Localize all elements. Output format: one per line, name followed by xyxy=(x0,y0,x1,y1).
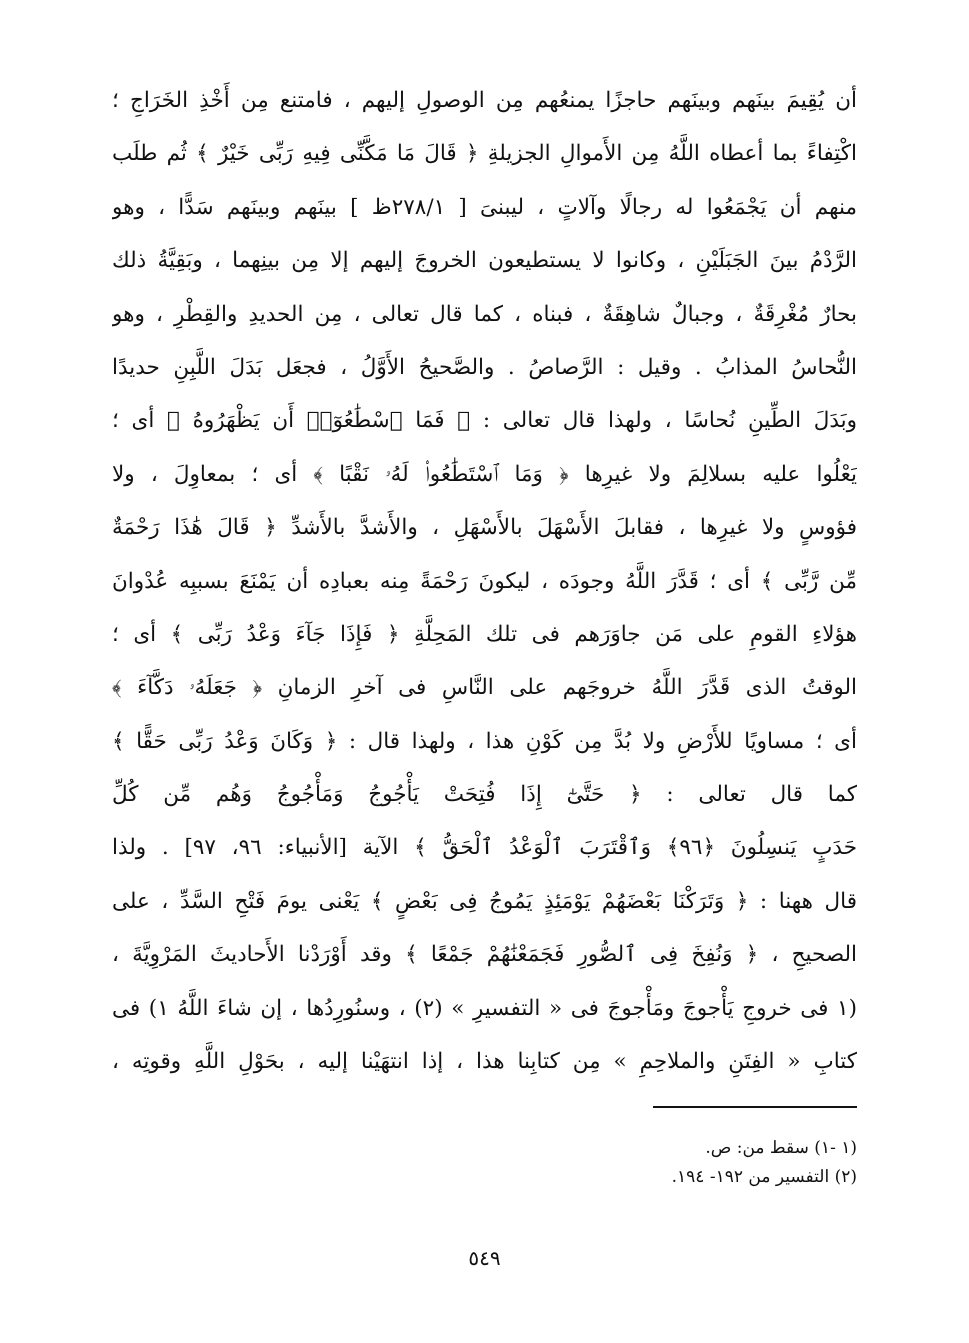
text-line: (١ فى خروجِ يَأْجوجَ ومَأْجوجَ فى « التفسيرِ » (٢) ، وسنُورِدُها ، إن شاءَ اللَّهُ ١) فى xyxy=(112,995,857,1021)
text-line: الصحيحِ ، ﴿ وَنُفِخَ فِى ٱلصُّورِ فَجَمَعْنَٰهُمْ جَمْعًا ﴾ وقد أَوْرَدْنا الأَحاديثَ المَرْوِيَّةَ ، xyxy=(112,942,857,968)
text-line: هؤلاءِ القومِ على مَن جاوَرَهم فى تلك المَحِلَّةِ ﴿ فَإِذَا جَآءَ وَعْدُ رَبِّى ﴾ أى ؛ xyxy=(112,621,857,647)
text-line: أى ؛ مساويًا للأَرْضِ ولا بُدَّ مِن كَوْنِ هذا ، ولهذا قال : ﴿ وَكَانَ وَعْدُ رَبِّى حَقًّا ﴾ xyxy=(112,728,857,754)
footnote: (١ -١) سقط من: ص. xyxy=(705,1138,857,1158)
text-line: الرَّدْمُ بينَ الجَبَلَيْنِ ، وكانوا لا يستطيعون الخروجَ إليهم إلا مِن بينِهما ، وبَقِيَّةُ ذلك xyxy=(112,248,857,274)
text-line: اكْتِفاءً بما أعطاه اللَّهُ مِن الأَموالِ الجزيلةِ ﴿ قَالَ مَا مَكَّنِّى فِيهِ رَبِّى خَيْرٌ ﴾ ثُم طلَب xyxy=(112,141,857,167)
text-line: الوقتُ الذى قَدَّرَ اللَّهُ خروجَهم على النَّاسِ فى آخرِ الزمانِ ﴿ جَعَلَهُۥ دَكَّآءَ ﴾ xyxy=(112,675,857,701)
footnotes xyxy=(112,1134,857,1192)
text-line: فؤوسٍ ولا غيرِها ، فقابلَ الأَسْهَلَ بالأَسْهَلِ ، والأَشدَّ بالأَشدِّ ﴿ قَالَ هَٰذَا رَحْمَةٌ xyxy=(112,515,857,541)
footnote-separator xyxy=(653,1106,857,1108)
text-line: يَعْلُوا عليه بسلالِمَ ولا غيرِها ﴿ وَمَا ٱسْتَطَٰعُوا۟ لَهُۥ نَقْبًا ﴾ أى ؛ بمعاوِلَ ، ولا xyxy=(112,461,857,487)
text-line: وبَدَلَ الطِّينِ نُحاسًا ، ولهذا قال تعالى : ﴿ فَمَا ٱسْطَٰعُوٓا۟ أَن يَظْهَرُوهُ ﴾ أى ؛ xyxy=(112,408,857,434)
text-line: كتابِ « الفِتَنِ والملاحِمِ » مِن كتابِنا هذا ، إذا انتهَيْنا إليه ، بحَوْلِ اللَّهِ وقوتِه ، xyxy=(112,1049,857,1075)
text-line: قال ههنا : ﴿ وَتَرَكْنَا بَعْضَهُمْ يَوْمَئِذٍ يَمُوجُ فِى بَعْضٍ ﴾ يَعْنى يومَ فَتْحِ السَّدِّ ، على xyxy=(112,888,857,914)
text-line: مِّن رَّبِّى ﴾ أى ؛ قَدَّرَ اللَّهُ وجودَه ، ليكونَ رَحْمَةً مِنه بعبادِه أن يَمْنَعَ بسببِه عُدْوانَ xyxy=(112,568,857,594)
text-line: بحارٌ مُغْرِقَةٌ ، وجبالٌ شاهِقَةٌ ، فبناه ، كما قال تعالى ، مِن الحديدِ والقِطْرِ ، وهو xyxy=(112,301,857,327)
text-line: منهم أن يَجْمَعُوا له رجالًا وآلاتٍ ، ليبنىَ [ ٢٧٨/١ظ ] بينَهم وبينَهم سَدًّا ، وهو xyxy=(112,194,857,220)
text-line: كما قال تعالى : ﴿ حَتَّىٰٓ إِذَا فُتِحَتْ يَأْجُوجُ وَمَأْجُوجُ وَهُم مِّن كُلِّ xyxy=(112,782,857,808)
text-line: أن يُقِيمَ بينَهم وبينَهم حاجزًا يمنعُهم مِن الوصولِ إليهم ، فامتنع مِن أَخْذِ الخَرَاجِ ؛ xyxy=(112,88,857,113)
page-number: ٥٤٩ xyxy=(468,1246,501,1270)
text-line: النُّحاسُ المذابُ . وقيل : الرَّصاصُ . والصَّحيحُ الأَوَّلُ ، فجعَل بَدَلَ اللَّبِنِ حديدًا xyxy=(112,354,857,380)
main-text xyxy=(112,74,857,1088)
footnote: (٢) التفسير من ١٩٢- ١٩٤. xyxy=(671,1167,857,1187)
text-line: حَدَبٍ يَنسِلُونَ ﴿٩٦﴾ وَٱقْتَرَبَ ٱلْوَعْدُ ٱلْحَقُّ ﴾ الآية [الأنبياء: ٩٦، ٩٧] . ولذا xyxy=(112,835,857,861)
